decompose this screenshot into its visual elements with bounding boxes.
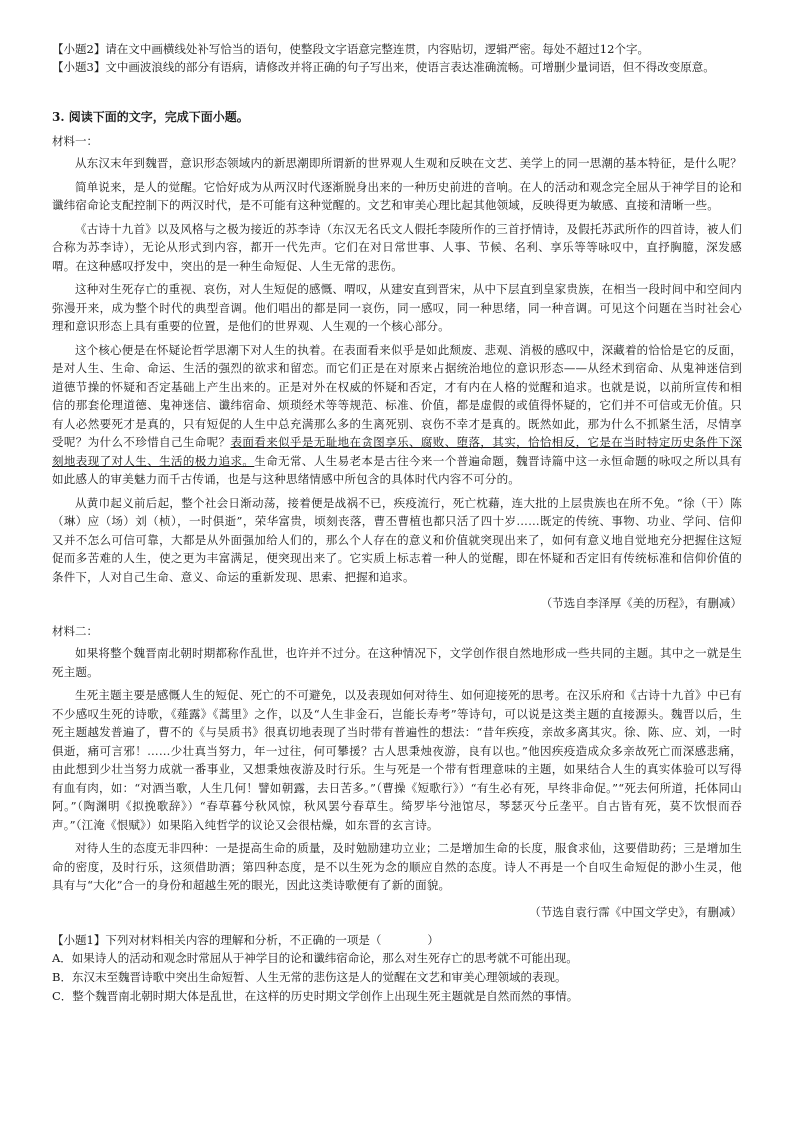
underlined-sentence: 表面看来似乎是无耻地在贪图享乐、腐败、堕落，其实，恰恰相反，它是在当时特定历史条件下深刻地表现了对人生、生活的极力追求。 (52, 435, 742, 468)
material1-paragraph: 从东汉末年到魏晋，意识形态领域内的新思潮即所谓新的世界观人生观和反映在文艺、美学上的同一思潮的基本特征，是什么呢？ (75, 156, 742, 170)
intro-question-3: 【小题3】文中画波浪线的部分有语病，请修改并将正确的句子写出来，使语言表达准确流畅。可增删少量词语，但不得改变原意。 (52, 60, 715, 74)
material2-paragraph: 对待人生的态度无非四种：一是提高生命的质量，及时勉励建功立业；二是增加生命的长度，服食求仙，这要借助药；三是增加生命的密度，及时行乐，这须借助酒；第四种态度，是不以生死为念的顺应自然的态度。诗人不再是一个自叹生命短促的渺小生灵，他具有与“大化”合一的身份和超越生死的眼光，因此这类诗歌便有了新的面貌。 (52, 841, 742, 892)
material1-text: 这个核心便是在怀疑论哲学思潮下对人生的执着。在表面看来似乎是如此颓废、悲观、消极的感叹中，深藏着的恰恰是它的反面，是对人生、生命、命运、生活的强烈的欲求和留恋。而它们正是在对原来占据统治地位的意识形态——从经术到宿命、从鬼神迷信到道德节操的怀疑和否定基础上产生出来的。正是对外在权威的怀疑和否定，才有内在人格的觉醒和追求。也就是说，以前所宣传和相信的那套伦理道德、鬼神迷信、谶纬宿命、烦琐经术等等规范、标准、价值，都是虚假的或值得怀疑的，它们并不可信或无价值。只有人必然要死才是真的，只有短促的人生中总充满那么多的生离死别、哀伤不幸才是真的。既然如此，那为什么不抓紧生活，尽情享受呢？为什么不珍惜自己生命呢？ (52, 342, 742, 449)
option-c: C．整个魏晋南北朝时期大体是乱世，在这样的历史时期文学创作上出现生死主题就是自然而然的事情。 (52, 988, 579, 1003)
material1-label: 材料一： (52, 134, 98, 148)
question1-stem: 【小题1】下列对材料相关内容的理解和分析，不正确的一项是（ ） (52, 932, 439, 947)
material1-paragraph: 简单说来，是人的觉醒。它恰好成为从两汉时代逐渐脱身出来的一种历史前进的音响。在人的活动和观念完全屈从于神学目的论和谶纬宿命论支配控制下的两汉时代，是不可能有这种觉醒的。文艺和审美心理比起其他领域，反映得更为敏感、直接和清晰一些。 (52, 179, 742, 212)
option-a: A．如果诗人的活动和观念时常屈从于神学目的论和谶纬宿命论，那么对生死存亡的思考就不可能出现。 (52, 950, 578, 965)
material2-paragraph: 如果将整个魏晋南北朝时期都称作乱世，也许并不过分。在这种情况下，文学创作很自然地形成一些共同的主题。其中之一就是生死主题。 (52, 646, 742, 679)
material1-source: （节选自李泽厚《美的历程》，有删减） (540, 596, 742, 610)
material2-label: 材料二： (52, 624, 98, 638)
material1-paragraph: 从黄巾起义前后起，整个社会日渐动荡，接着便是战祸不已，疾疫流行，死亡枕藉，连大批的上层贵族也在所不免。“徐（干）陈（琳）应（场）刘（桢），一时俱逝”，荣华富贵，顷刻丧落，曹丕曹植也都只活了四十岁……既定的传统、事物、功业、学问、信仰又并不怎么可信可靠，大都是从外面强加给人们的，那么个人存在的意义和价值就突现出来了，如何有意义地自觉地充分把握住这短促而多苦难的人生，使之更为丰富满足，便突现出来了。它实质上标志着一种人的觉醒，即在怀疑和否定旧有传统标准和信仰价值的条件下，人对自己生命、意义、命运的重新发现、思索、把握和追求。 (52, 495, 742, 584)
material1-text: 生命无常、人生易老本是古往今来一个普遍命题，魏晋诗篇中这一永恒命题的咏叹之所以具有如此感人的审美魅力而千古传诵，也是与这种思绪情感中所包含的具体时代内容不可分的。 (52, 453, 742, 486)
option-b: B．东汉末至魏晋诗歌中突出生命短暂、人生无常的悲伤这是人的觉醒在文艺和审美心理领域的表现。 (52, 969, 567, 984)
intro-question-2: 【小题2】请在文中画横线处补写恰当的语句，使整段文字语意完整连贯，内容贴切，逻辑严密。每处不超过12个字。 (52, 42, 649, 56)
material2-source: （节选自袁行霈《中国文学史》，有删减） (529, 904, 742, 919)
spacer (52, 78, 742, 108)
material2-paragraph: 生死主题主要是感慨人生的短促、死亡的不可避免，以及表现如何对待生、如何迎接死的思考。在汉乐府和《古诗十九首》中已有不少感叹生死的诗歌，《薤露》《蒿里》之作，以及“人生非金石，岂能长寿考”等诗句，可以说是这类主题的直接源头。魏晋以后，生死主题越发普遍了，曹不的《与吴质书》很真切地表现了当时带有普遍性的想法：“昔年疾疫，亲故多离其灾。徐、陈、应、刘，一时俱逝，痛可言邪！……少壮真当努力，年一过往，何可攀援？古人思秉烛夜游，良有以也。”他因疾疫造成众多亲故死亡而深感悲痛，由此想到少壮当努力成就一番事业，又想秉烛夜游及时行乐。生与死是一个带有哲理意味的主题，如果结合人生的真实体验可以写得有血有肉，如：“对酒当歌，人生几何！譬如朝露，去日苦多。”（曹操《短歌行》）“有生必有死，早终非命促。”“死去何所道，托体同山阿。”（陶渊明《拟挽歌辞》）“春草暮兮秋风惊，秋风罢兮春草生。绮罗毕兮池馆尽，琴瑟灭兮丘垄平。自古皆有死，莫不饮恨而吞声。”（江淹《恨赋》）如果陷入纯哲学的议论又会很枯燥，如东晋的玄言诗。 (52, 688, 742, 832)
material1-paragraph (52, 341, 742, 489)
material1-paragraph: 这种对生死存亡的重视、哀伤，对人生短促的感慨、喟叹，从建安直到晋宋，从中下层直到皇家贵族，在相当一段时间中和空间内弥漫开来，成为整个时代的典型音调。他们唱出的都是同一哀伤，同一感叹，同一种思绪，同一种音调。可见这个问题在当时社会心理和意识形态上具有重要的位置，是他们的世界观、人生观的一个核心部分。 (52, 282, 742, 333)
section-title: 3. 阅读下面的文字，完成下面小题。 (52, 110, 249, 124)
document-page (52, 40, 742, 1006)
material1-paragraph: 《古诗十九首》以及风格与之极为接近的苏李诗（东汉无名氏文人假托李陵所作的三首抒情诗，及假托苏武所作的四首诗，被人们合称为苏李诗），无论从形式到内容，都开一代先声。它们在对日常世事、人事、节候、名利、享乐等等咏叹中，直抒胸臆，深发感喟。在这种感叹抒发中，突出的是一种生命短促、人生无常的悲伤。 (52, 221, 742, 273)
